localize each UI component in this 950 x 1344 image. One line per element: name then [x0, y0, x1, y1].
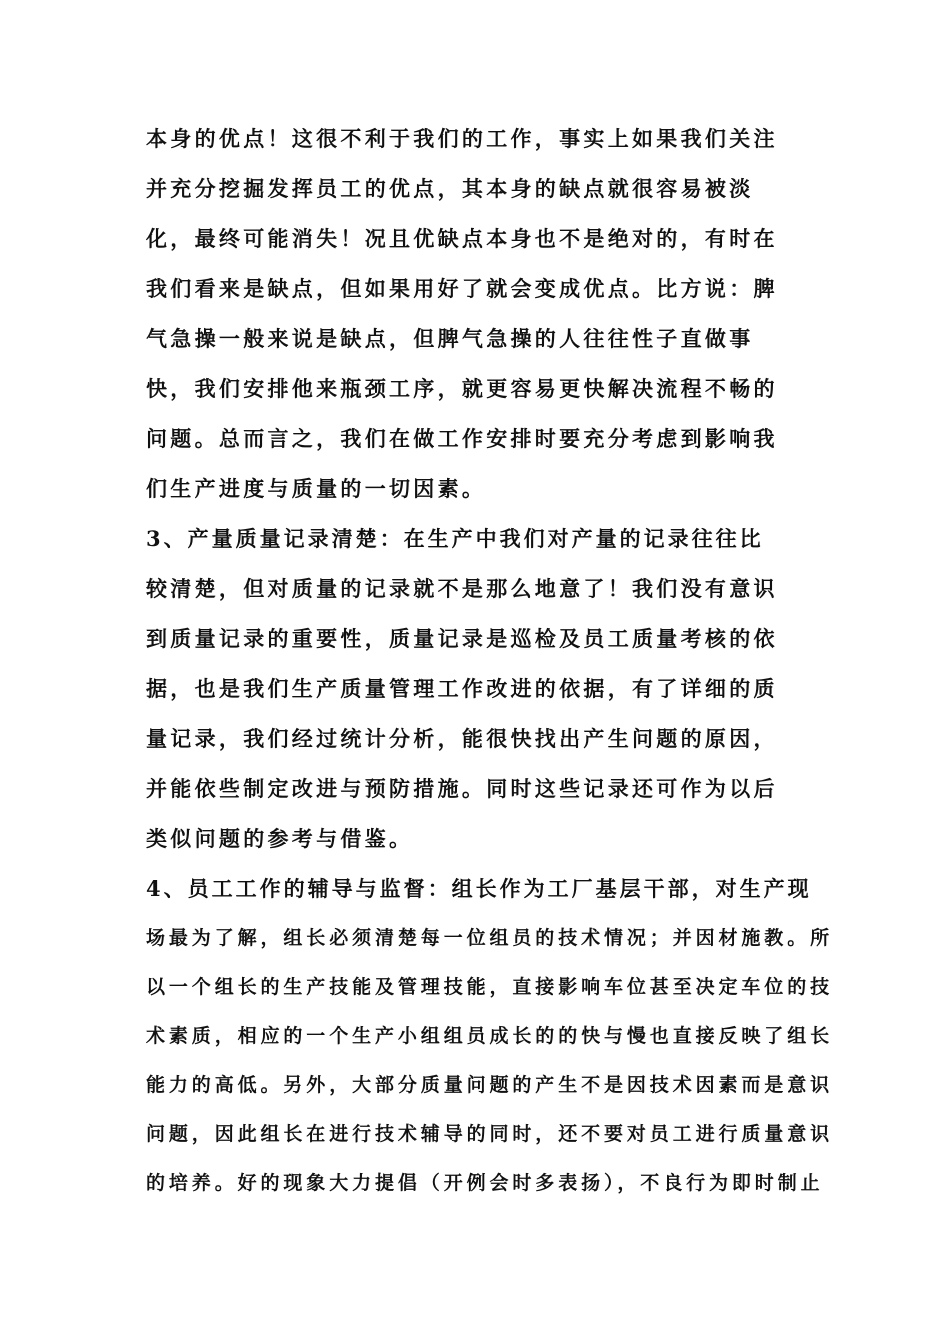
section-heading-line: 3、产量质量记录清楚：在生产中我们对产量的记录往往比 [146, 526, 764, 551]
text-line: 的培养。好的现象大力提倡（开例会时多表扬），不良行为即时制止 [146, 1172, 824, 1194]
text-line: 量记录，我们经过统计分析，能很快找出产生问题的原因， [146, 726, 778, 751]
text-line: 能力的高低。另外，大部分质量问题的产生不是因技术因素而是意识 [146, 1074, 834, 1096]
text-line: 我们看来是缺点，但如果用好了就会变成优点。比方说：脾 [146, 276, 778, 301]
text-line: 问题。总而言之，我们在做工作安排时要充分考虑到影响我 [146, 426, 778, 451]
text-line: 到质量记录的重要性，质量记录是巡检及员工质量考核的依 [146, 626, 778, 651]
text-line: 以一个组长的生产技能及管理技能，直接影响车位甚至决定车位的技 [146, 976, 834, 998]
text-line: 场最为了解，组长必须清楚每一位组员的技术情况；并因材施教。所 [146, 927, 834, 949]
text-line: 化，最终可能消失！况且优缺点本身也不是绝对的，有时在 [146, 226, 778, 251]
text-line: 们生产进度与质量的一切因素。 [146, 476, 487, 501]
text-line: 气急操一般来说是缺点，但脾气急操的人往往性子直做事 [146, 326, 754, 351]
text-line: 术素质，相应的一个生产小组组员成长的的快与慢也直接反映了组长 [146, 1025, 834, 1047]
text-line: 据，也是我们生产质量管理工作改进的依据，有了详细的质 [146, 676, 778, 701]
text-line: 并充分挖掘发挥员工的优点，其本身的缺点就很容易被淡 [146, 176, 754, 201]
body-text [146, 114, 846, 1208]
text-line: 问题，因此组长在进行技术辅导的同时，还不要对员工进行质量意识 [146, 1123, 834, 1145]
text-line: 快，我们安排他来瓶颈工序，就更容易更快解决流程不畅的 [146, 376, 778, 401]
section-heading-line: 4、员工工作的辅导与监督：组长作为工厂基层干部，对生产现 [146, 876, 812, 901]
text-line: 类似问题的参考与借鉴。 [146, 826, 414, 851]
text-line: 并能依些制定改进与预防措施。同时这些记录还可作为以后 [146, 776, 778, 801]
text-line: 较清楚，但对质量的记录就不是那么地意了！我们没有意识 [146, 576, 778, 601]
text-line: 本身的优点！这很不利于我们的工作，事实上如果我们关注 [146, 126, 778, 151]
